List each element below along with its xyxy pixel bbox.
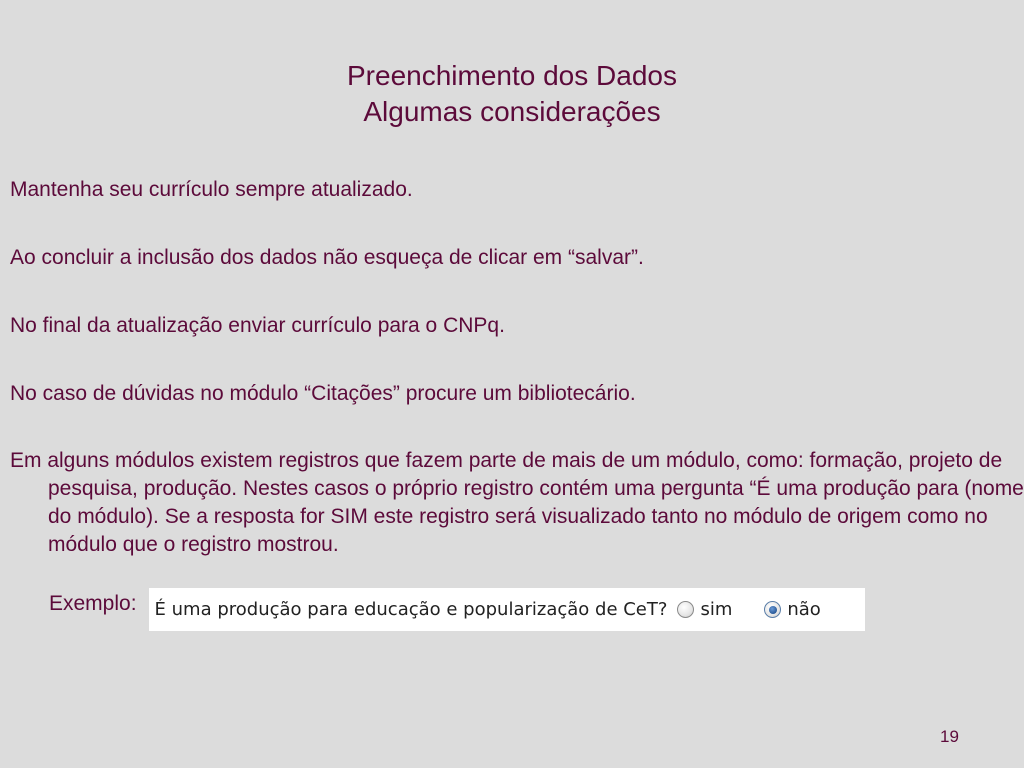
radio-sim[interactable] [677,601,694,618]
paragraph-keep-updated: Mantenha seu currículo sempre atualizado. [10,178,413,201]
paragraph-send-cnpq: No final da atualização enviar currículo para o CNPq. [10,314,505,337]
radio-sim-label: sim [700,599,733,620]
example-screenshot [149,588,865,631]
paragraph-shared-records: Em alguns módulos existem registros que fazem parte de mais de um módulo, como: formação, projeto de pesquisa, produção. Nestes casos o próprio registro contém uma pergunta “É uma produção para (nome do módulo). Se a resposta for SIM este registro será visualizado tanto no módulo de origem como no módulo que o registro mostrou. [10,449,1024,556]
radio-nao[interactable] [764,601,781,618]
title-line-2: Algumas considerações [363,96,661,127]
paragraph-save-reminder: Ao concluir a inclusão dos dados não esqueça de clicar em “salvar”. [10,246,644,269]
title-line-1: Preenchimento dos Dados [347,60,677,91]
example-question: É uma produção para educação e popularização de CeT? [154,599,668,620]
paragraph-citations-help: No caso de dúvidas no módulo “Citações” procure um bibliotecário. [10,382,636,405]
page-number: 19 [940,727,959,746]
example-row [49,588,865,631]
radio-nao-label: não [787,599,821,620]
slide-title [0,58,1024,130]
radio-selected-dot [769,606,777,614]
example-label: Exemplo: [49,592,137,615]
